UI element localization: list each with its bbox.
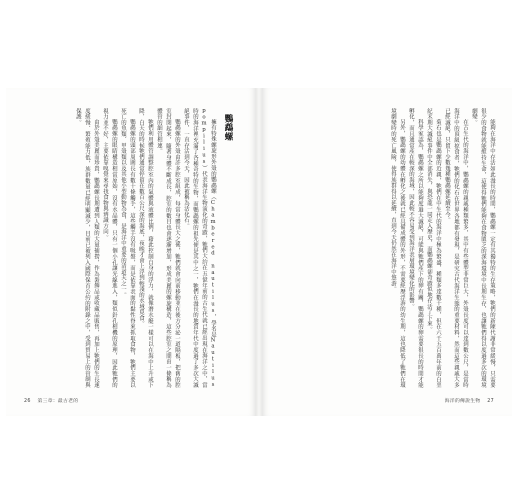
right-page [262, 88, 512, 416]
page-number: 26 [24, 399, 31, 404]
paragraph: 鸚鵡螺的外殼由許多腔室組成，每當身體長大之後，牠們就會向前移動並在後方分泌一道隔板，把舊的腔室封閉起來，隨著身體不斷成長，腔室的數目也會逐漸增加，形成美麗的螺旋構造，這些腔室之間由一條稱為體管的細管相連。 [156, 108, 180, 388]
paragraph: 鸚鵡螺的頭部周圍長有數十條觸手，這些觸手沒有吸盤，而是依靠表面的黏性脊來抓取食物，牠們主要以死亡的魚類、甲殼類以及其他小型動物為食，是海洋中重要的清道夫之一。 [120, 108, 135, 388]
section-heading: 鸚鵡螺 [224, 114, 234, 141]
paragraph: 菊石也是鸚鵡螺的近親，牠們在中生代的海洋中極為繁盛，種類多達數千種，但在六千五百萬年前的白堊紀末期大滅絕事件中全部消失，與恐龍一同走入歷史，而鸚鵡螺卻奇蹟似地存活了下來。 [426, 108, 441, 388]
left-page [6, 88, 256, 416]
paragraph: 擁有特殊螺旋形外殼的鸚鵡螺（Chambered nautilus，學名是Nautilus pompilius）代表海洋生物演化的奇蹟，牠們大約在五億年前的古生代就已經出現在海洋之中，當時的海洋裡充滿了各種奇特的生物，而鸚鵡螺的祖先便是其中之一，牠們在漫長的地質年代中度過了多次大滅絕事件，一直存活到今天，因此被稱為活化石。 [183, 108, 216, 388]
right-page-footer [445, 397, 494, 404]
page-number: 27 [487, 399, 494, 404]
paragraph: 能夠在海洋中存活如此漫長的時間，鸚鵡螺一定有其獨特的生存策略，牠們的新陳代謝非常緩慢，只需要很少的食物就能維持生命，這使得牠們能夠在食物匱乏的深海環境中長期生存，也讓牠們得以度過多次的環境劇變。 [471, 108, 495, 388]
paragraph: 由於外殼美麗而珍貴，鸚鵡螺長期遭到人類的大量捕撈，作為裝飾品或收藏品販售，再加上牠們的生長速度緩慢、繁殖能力低，族群數量已經明顯減少，目前已被列入國際保育公約的附錄之中，受到貿易上的管制與保護。 [75, 108, 99, 388]
right-page-body [284, 108, 496, 388]
left-page-body [24, 108, 240, 388]
paragraph: 牠們利用體管調整腔室內的氣體與液體比例，藉此控制自身的浮力，就像潛水艇一樣可以在海中上升或下降，白天的時候牠們通常停留在數百公尺深的海底，夜晚才會上浮到較淺的水域覓食。 [138, 108, 153, 388]
book-spread [6, 88, 514, 416]
left-page-footer [24, 397, 78, 404]
paragraph: 在古生代的海洋中，鸚鵡螺的親戚種類繁多，其中有些體型非常巨大，外殼長度可以達到數公尺，是當時海洋中的頂級掠食者，牠們的化石在世界各地都有發現，是研究古代海洋生態的重要材料，然而這些親戚大多已經滅絕，只留下少數幾種鸚鵡螺延續至今。 [444, 108, 468, 388]
paragraph: 另外，鸚鵡螺的幼體在孵化之後就已經具備成體的外形，不需要經歷浮游的幼生期，這也降低了牠們在環境劇變時的死亡風險，使得族群得以延續，直到今天仍然在海洋中悠游。 [390, 108, 405, 388]
paragraph: 鸚鵡螺的眼睛構造相當原始，沒有水晶體，只有一個小孔讓光線進入，類似針孔相機的原理，因此牠們的視力並不好，主要依靠嗅覺來尋找食物與辨識方向。 [102, 108, 117, 388]
running-footer: 第三章：最古老的 [37, 399, 79, 404]
paragraph: 科學家認為，鸚鵡螺之所以能夠度過大滅絕，可能與牠們產下的卵有關，鸚鵡螺的卵需要很長的時間才能孵化，而且通常產在較深的海域，因此較不容易受到海洋表層環境變化的影響。 [408, 108, 423, 388]
running-footer: 海洋的傳說生物 [444, 399, 481, 404]
